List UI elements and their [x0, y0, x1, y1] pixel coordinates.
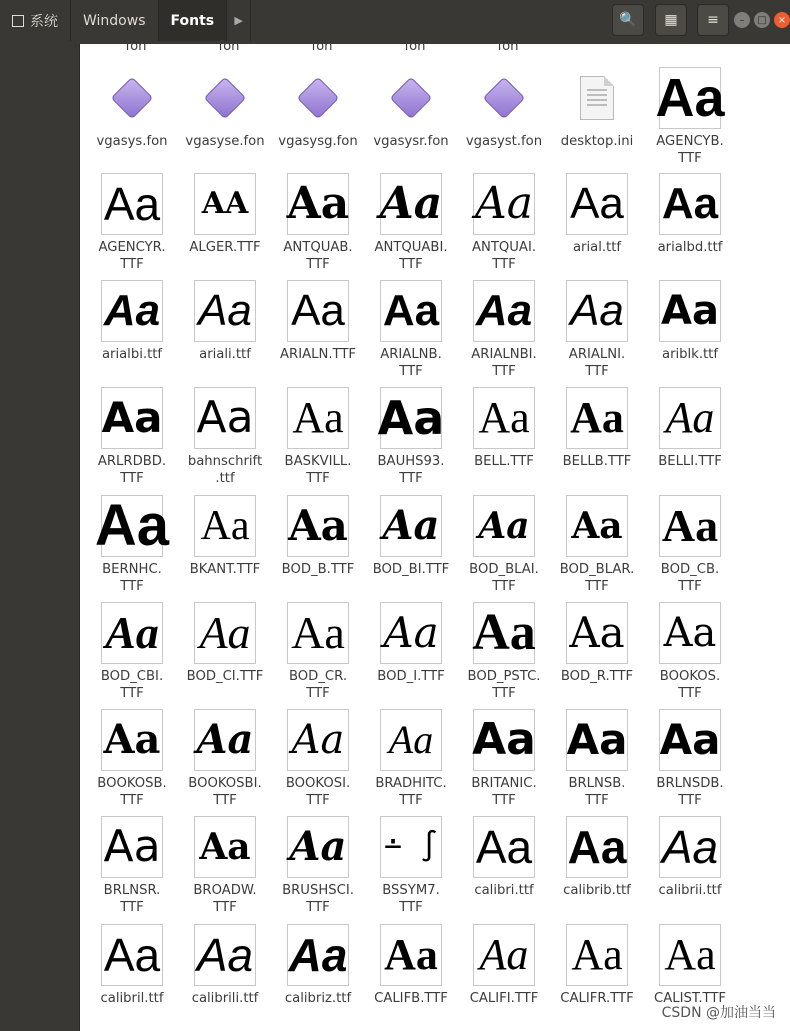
- file-item[interactable]: [365, 67, 457, 150]
- file-label: desktop.ini: [560, 134, 634, 149]
- bitmap-font-icon: [473, 67, 535, 129]
- file-label: BELLB.TTF: [562, 454, 632, 469]
- file-item[interactable]: [644, 67, 736, 167]
- font-preview-thumbnail: Aa: [566, 173, 628, 235]
- file-item[interactable]: [179, 280, 271, 363]
- path-fonts[interactable]: [159, 0, 228, 41]
- file-label: BRLNSR. TTF: [103, 883, 161, 915]
- file-label: arialbd.ttf: [657, 240, 723, 255]
- font-preview-thumbnail: Aa: [473, 173, 535, 235]
- font-preview-thumbnail: Aa: [659, 173, 721, 235]
- watermark: CSDN @加油当当: [661, 1005, 776, 1021]
- path-bar: [0, 0, 251, 41]
- file-item-partial[interactable]: [369, 38, 461, 55]
- diamond-shape-icon: [483, 77, 525, 119]
- bitmap-font-icon: [194, 67, 256, 129]
- file-label: BKANT.TTF: [189, 562, 261, 577]
- file-label: BRLNSDB. TTF: [656, 776, 724, 808]
- file-item[interactable]: [272, 173, 364, 273]
- close-button[interactable]: [774, 12, 790, 28]
- font-preview-thumbnail: Aa: [194, 280, 256, 342]
- font-preview-thumbnail: Aa: [659, 602, 721, 664]
- file-label: ALGER.TTF: [189, 240, 261, 255]
- file-item[interactable]: [86, 67, 178, 150]
- file-item[interactable]: [551, 495, 643, 595]
- font-preview-thumbnail: Aa: [101, 173, 163, 235]
- path-windows-label: Windows: [83, 12, 146, 29]
- font-preview-thumbnail: Aa: [101, 602, 163, 664]
- file-item[interactable]: [86, 387, 178, 487]
- file-grid: [80, 39, 790, 1031]
- file-item[interactable]: [179, 816, 271, 916]
- file-item[interactable]: [365, 280, 457, 380]
- file-item[interactable]: [179, 173, 271, 256]
- file-label: vgasysg.fon: [278, 134, 358, 149]
- file-item[interactable]: [458, 173, 550, 273]
- file-label: CALIFR.TTF: [560, 991, 634, 1006]
- file-label: CALIFI.TTF: [469, 991, 539, 1006]
- file-item[interactable]: [644, 495, 736, 595]
- font-preview-thumbnail: Aa: [94, 493, 170, 558]
- file-label: ARLRDBD. TTF: [97, 454, 167, 486]
- file-label: BELL.TTF: [474, 454, 534, 469]
- file-item-partial[interactable]: [90, 38, 182, 55]
- file-item[interactable]: [365, 495, 457, 578]
- file-label: calibrib.ttf: [563, 883, 631, 898]
- file-item[interactable]: [272, 67, 364, 150]
- file-label: calibri.ttf: [474, 883, 534, 898]
- file-item[interactable]: [272, 709, 364, 809]
- font-preview-thumbnail: Aa: [380, 173, 442, 235]
- font-preview-thumbnail: Aa: [659, 816, 721, 878]
- font-preview-thumbnail: Aa: [473, 924, 535, 986]
- font-preview-thumbnail: Aa: [380, 602, 442, 664]
- file-label: CALIFB.TTF: [374, 991, 448, 1006]
- font-preview-thumbnail: Aa: [566, 495, 628, 557]
- path-fonts-label: Fonts: [170, 12, 215, 29]
- file-label: AGENCYB. TTF: [656, 134, 724, 166]
- file-item-partial[interactable]: [276, 38, 368, 55]
- minimize-button[interactable]: [734, 12, 750, 28]
- file-item[interactable]: [551, 602, 643, 685]
- file-item[interactable]: [644, 280, 736, 363]
- file-label: fon: [218, 39, 240, 54]
- file-label: BRLNSB. TTF: [568, 776, 626, 808]
- file-item[interactable]: [272, 387, 364, 487]
- file-item[interactable]: [86, 173, 178, 273]
- file-item[interactable]: [272, 602, 364, 702]
- file-label: BOD_CR. TTF: [288, 669, 348, 701]
- file-label: ANTQUAI. TTF: [471, 240, 537, 272]
- path-windows[interactable]: [71, 0, 159, 41]
- chevron-right-icon: ▶: [234, 14, 243, 27]
- file-label: BOD_I.TTF: [377, 669, 445, 684]
- font-preview-thumbnail: ∸ ∫: [380, 816, 442, 878]
- file-label: calibriz.ttf: [284, 991, 352, 1006]
- menu-button[interactable]: [697, 4, 729, 36]
- file-item[interactable]: [86, 709, 178, 809]
- file-label: fon: [497, 39, 519, 54]
- file-label: AGENCYR. TTF: [98, 240, 166, 272]
- font-preview-thumbnail: Aa: [473, 495, 535, 557]
- file-item[interactable]: [644, 602, 736, 702]
- file-label: calibrili.ttf: [191, 991, 259, 1006]
- file-label: ARIALNBI. TTF: [471, 347, 537, 379]
- file-label: BERNHC. TTF: [102, 562, 162, 594]
- file-label: vgasys.fon: [96, 134, 168, 149]
- search-button[interactable]: [612, 4, 644, 36]
- file-item[interactable]: [551, 709, 643, 809]
- file-item[interactable]: [458, 495, 550, 595]
- file-item[interactable]: [551, 173, 643, 256]
- file-item[interactable]: [365, 387, 457, 487]
- hamburger-menu-icon: ≡: [707, 12, 719, 28]
- font-preview-thumbnail: Aa: [659, 495, 721, 557]
- minimize-icon: –: [739, 14, 745, 26]
- file-item[interactable]: [86, 602, 178, 702]
- font-preview-thumbnail: Aa: [194, 816, 256, 878]
- file-item[interactable]: [86, 280, 178, 363]
- font-preview-thumbnail: Aa: [566, 924, 628, 986]
- file-label: CALIST.TTF: [654, 991, 726, 1006]
- file-item[interactable]: [644, 709, 736, 809]
- font-preview-thumbnail: Aa: [194, 495, 256, 557]
- font-preview-thumbnail: Aa: [287, 924, 349, 986]
- font-preview-thumbnail: Aa: [659, 387, 721, 449]
- file-label: BOD_B.TTF: [281, 562, 355, 577]
- file-label: calibril.ttf: [100, 991, 164, 1006]
- file-label: arial.ttf: [572, 240, 622, 255]
- file-label: ariali.ttf: [199, 347, 251, 362]
- file-label: BOD_BI.TTF: [372, 562, 450, 577]
- file-label: arialbi.ttf: [101, 347, 163, 362]
- file-label: ARIALNB. TTF: [380, 347, 442, 379]
- file-item-partial[interactable]: [183, 38, 275, 55]
- font-preview-thumbnail: Aa: [194, 924, 256, 986]
- file-item[interactable]: [272, 924, 364, 1007]
- font-preview-thumbnail: AA: [194, 173, 256, 235]
- file-item[interactable]: [551, 387, 643, 470]
- file-item[interactable]: [272, 816, 364, 916]
- document-page-icon: [580, 76, 614, 120]
- file-label: fon: [311, 39, 333, 54]
- file-label: vgasyse.fon: [185, 134, 265, 149]
- file-item[interactable]: [458, 709, 550, 809]
- file-item[interactable]: [365, 924, 457, 1007]
- sidebar: [0, 44, 80, 1031]
- font-preview-thumbnail: Aa: [194, 387, 256, 449]
- file-item[interactable]: [551, 280, 643, 380]
- font-preview-thumbnail: Aa: [380, 709, 442, 771]
- file-label: BOOKOSBI. TTF: [188, 776, 262, 808]
- font-preview-thumbnail: Aa: [101, 280, 163, 342]
- font-preview-thumbnail: Aa: [566, 709, 628, 771]
- path-root[interactable]: [0, 0, 71, 41]
- file-label: BOD_CBI. TTF: [100, 669, 164, 701]
- file-item[interactable]: [458, 602, 550, 702]
- diamond-shape-icon: [297, 77, 339, 119]
- file-label: BRITANIC. TTF: [471, 776, 537, 808]
- font-preview-thumbnail: Aa: [566, 816, 628, 878]
- font-preview-thumbnail: Aa: [287, 173, 349, 235]
- font-preview-thumbnail: Aa: [101, 709, 163, 771]
- file-label: ANTQUABI. TTF: [374, 240, 448, 272]
- file-item[interactable]: [551, 67, 643, 150]
- font-preview-thumbnail: Aa: [101, 924, 163, 986]
- font-preview-thumbnail: Aa: [659, 924, 721, 986]
- view-toggle-button[interactable]: [655, 4, 687, 36]
- file-item[interactable]: [551, 816, 643, 899]
- file-item[interactable]: [86, 816, 178, 916]
- file-label: ARIALNI. TTF: [568, 347, 626, 379]
- file-label: ANTQUAB. TTF: [283, 240, 353, 272]
- file-item[interactable]: [179, 602, 271, 685]
- font-preview-thumbnail: Aa: [659, 280, 721, 342]
- font-preview-thumbnail: Aa: [101, 816, 163, 878]
- maximize-button[interactable]: [754, 12, 770, 28]
- file-item[interactable]: [644, 387, 736, 470]
- font-preview-thumbnail: Aa: [287, 602, 349, 664]
- font-preview-thumbnail: Aa: [473, 602, 535, 664]
- font-preview-thumbnail: Aa: [473, 709, 535, 771]
- file-label: BAUHS93. TTF: [377, 454, 445, 486]
- font-preview-thumbnail: Aa: [655, 68, 725, 128]
- font-preview-thumbnail: Aa: [473, 387, 535, 449]
- file-label: BASKVILL. TTF: [284, 454, 352, 486]
- font-preview-thumbnail: Aa: [287, 387, 349, 449]
- file-label: BRADHITC. TTF: [375, 776, 447, 808]
- file-label: BOD_PSTC. TTF: [467, 669, 541, 701]
- file-label: BROADW. TTF: [193, 883, 257, 915]
- file-label: BOD_BLAR. TTF: [559, 562, 635, 594]
- drive-icon: [12, 15, 24, 27]
- file-item[interactable]: [272, 495, 364, 578]
- file-item[interactable]: [644, 924, 736, 1007]
- font-preview-thumbnail: Aa: [287, 280, 349, 342]
- text-document-icon: [566, 67, 628, 129]
- file-item[interactable]: [272, 280, 364, 363]
- file-item[interactable]: [458, 280, 550, 380]
- file-item[interactable]: [365, 173, 457, 273]
- file-label: vgasyst.fon: [465, 134, 543, 149]
- file-label: ariblk.ttf: [661, 347, 718, 362]
- grid-view-icon: ▦: [664, 12, 678, 28]
- path-root-label: 系统: [30, 13, 58, 30]
- font-preview-thumbnail: Aa: [566, 387, 628, 449]
- file-label: BOOKOSB. TTF: [97, 776, 167, 808]
- file-label: BOOKOS. TTF: [659, 669, 721, 701]
- file-label: BOD_CI.TTF: [186, 669, 264, 684]
- font-preview-thumbnail: Aa: [380, 924, 442, 986]
- file-label: BOD_CB. TTF: [660, 562, 720, 594]
- file-label: calibrii.ttf: [658, 883, 722, 898]
- diamond-shape-icon: [111, 77, 153, 119]
- font-preview-thumbnail: Aa: [566, 602, 628, 664]
- bitmap-font-icon: [287, 67, 349, 129]
- font-preview-thumbnail: Aa: [287, 816, 349, 878]
- font-preview-thumbnail: Aa: [380, 280, 442, 342]
- bitmap-font-icon: [380, 67, 442, 129]
- file-label: fon: [404, 39, 426, 54]
- file-label: vgasysr.fon: [373, 134, 449, 149]
- close-icon: ×: [777, 14, 787, 26]
- font-preview-thumbnail: Aa: [194, 709, 256, 771]
- file-item[interactable]: [86, 495, 178, 595]
- file-item[interactable]: [644, 816, 736, 899]
- file-item[interactable]: [458, 387, 550, 470]
- file-item[interactable]: [365, 602, 457, 685]
- file-item[interactable]: [179, 495, 271, 578]
- maximize-icon: □: [757, 14, 767, 26]
- file-label: ARIALN.TTF: [280, 347, 356, 362]
- file-label: BRUSHSCI. TTF: [282, 883, 354, 915]
- file-item[interactable]: [551, 924, 643, 1007]
- bitmap-font-icon: [101, 67, 163, 129]
- file-item[interactable]: [179, 709, 271, 809]
- font-preview-thumbnail: Aa: [659, 709, 721, 771]
- font-preview-thumbnail: Aa: [101, 387, 163, 449]
- font-preview-thumbnail: Aa: [473, 816, 535, 878]
- file-item[interactable]: [179, 67, 271, 150]
- file-item[interactable]: [458, 67, 550, 150]
- font-preview-thumbnail: Aa: [287, 495, 349, 557]
- file-label: BOD_R.TTF: [560, 669, 634, 684]
- file-label: BELLI.TTF: [658, 454, 722, 469]
- file-item[interactable]: [365, 709, 457, 809]
- file-item[interactable]: [644, 173, 736, 256]
- file-item[interactable]: [179, 924, 271, 1007]
- file-label: BOOKOSI. TTF: [285, 776, 351, 808]
- file-item[interactable]: [458, 816, 550, 899]
- file-item[interactable]: [365, 816, 457, 916]
- diamond-shape-icon: [204, 77, 246, 119]
- font-preview-thumbnail: Aa: [380, 387, 442, 449]
- file-label: fon: [125, 39, 147, 54]
- file-item[interactable]: [458, 924, 550, 1007]
- font-preview-thumbnail: Aa: [380, 495, 442, 557]
- file-label: BSSYM7. TTF: [382, 883, 440, 915]
- font-preview-thumbnail: Aa: [194, 602, 256, 664]
- diamond-shape-icon: [390, 77, 432, 119]
- search-icon: 🔍: [619, 12, 637, 28]
- font-preview-thumbnail: Aa: [287, 709, 349, 771]
- font-preview-thumbnail: Aa: [566, 280, 628, 342]
- font-preview-thumbnail: Aa: [473, 280, 535, 342]
- file-item[interactable]: [86, 924, 178, 1007]
- file-item[interactable]: [179, 387, 271, 487]
- window-controls: [734, 12, 790, 28]
- file-item-partial[interactable]: [462, 38, 554, 55]
- file-label: bahnschrift .ttf: [187, 454, 263, 486]
- file-label: BOD_BLAI. TTF: [469, 562, 539, 594]
- path-scroll-right-button[interactable]: [227, 0, 251, 41]
